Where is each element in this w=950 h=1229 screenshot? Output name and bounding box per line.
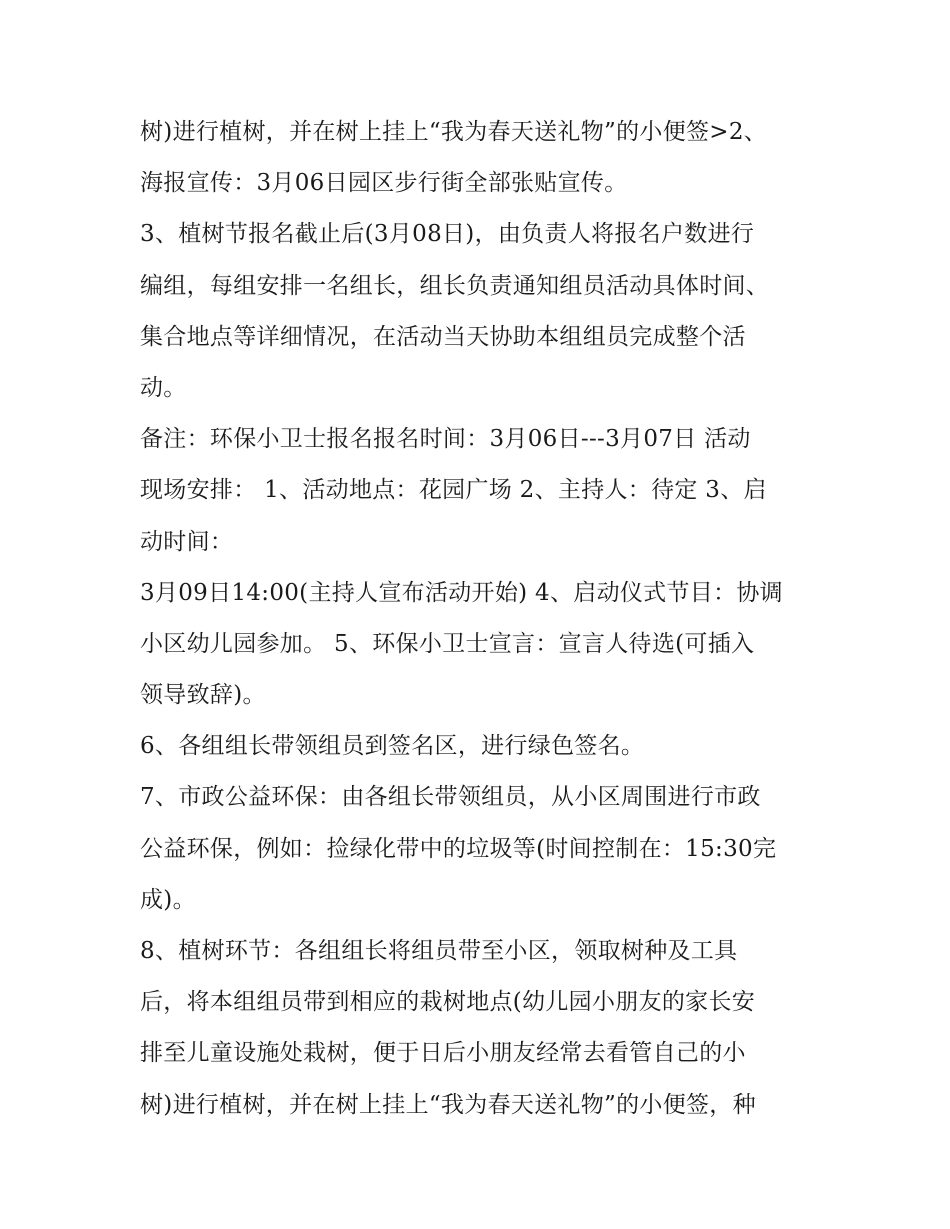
text-line: 备注：环保小卫士报名报名时间：3月06日---3月07日 活动 xyxy=(140,426,751,453)
text-line: 6、各组组长带领组员到签名区，进行绿色签名。 xyxy=(140,733,645,760)
text-line: 3、植树节报名截止后(3月08日)，由负责人将报名户数进行 xyxy=(140,221,755,248)
text-line: 公益环保，例如：捡绿化带中的垃圾等(时间控制在：15:30完 xyxy=(140,835,777,862)
text-line: 领导致辞)。 xyxy=(140,682,266,709)
text-line: 3月09日14:00(主持人宣布活动开始) 4、启动仪式节目：协调 xyxy=(140,579,783,606)
text-line: 后，将本组组员带到相应的栽树地点(幼儿园小朋友的家长安 xyxy=(140,989,756,1016)
text-line: 现场安排： 1、活动地点：花园广场 2、主持人：待定 3、启 xyxy=(140,477,767,504)
text-line: 编组，每组安排一名组长，组长负责通知组员活动具体时间、 xyxy=(140,272,770,299)
text-line: 8、植树环节：各组组长将组员带至小区，领取树种及工具 xyxy=(140,938,738,964)
text-line: 动时间： xyxy=(140,528,234,555)
text-line: 树)进行植树，并在树上挂上“我为春天送礼物”的小便签，种 xyxy=(140,1091,756,1118)
document-body xyxy=(140,107,820,1131)
text-line: 海报宣传：3月06日园区步行街全部张贴宣传。 xyxy=(140,170,628,197)
text-line: 排至儿童设施处栽树，便于日后小朋友经常去看管自己的小 xyxy=(140,1040,746,1067)
text-line: 树)进行植树，并在树上挂上“我为春天送礼物”的小便签>2、 xyxy=(140,119,768,145)
text-line: 小区幼儿园参加。 5、环保小卫士宣言：宣言人待选(可插入 xyxy=(140,630,755,657)
text-line: 7、市政公益环保：由各组长带领组员，从小区周围进行市政 xyxy=(140,784,761,811)
text-line: 成)。 xyxy=(140,886,196,913)
text-line: 集合地点等详细情况，在活动当天协助本组组员完成整个活 xyxy=(140,323,746,350)
text-line: 动。 xyxy=(140,374,187,401)
